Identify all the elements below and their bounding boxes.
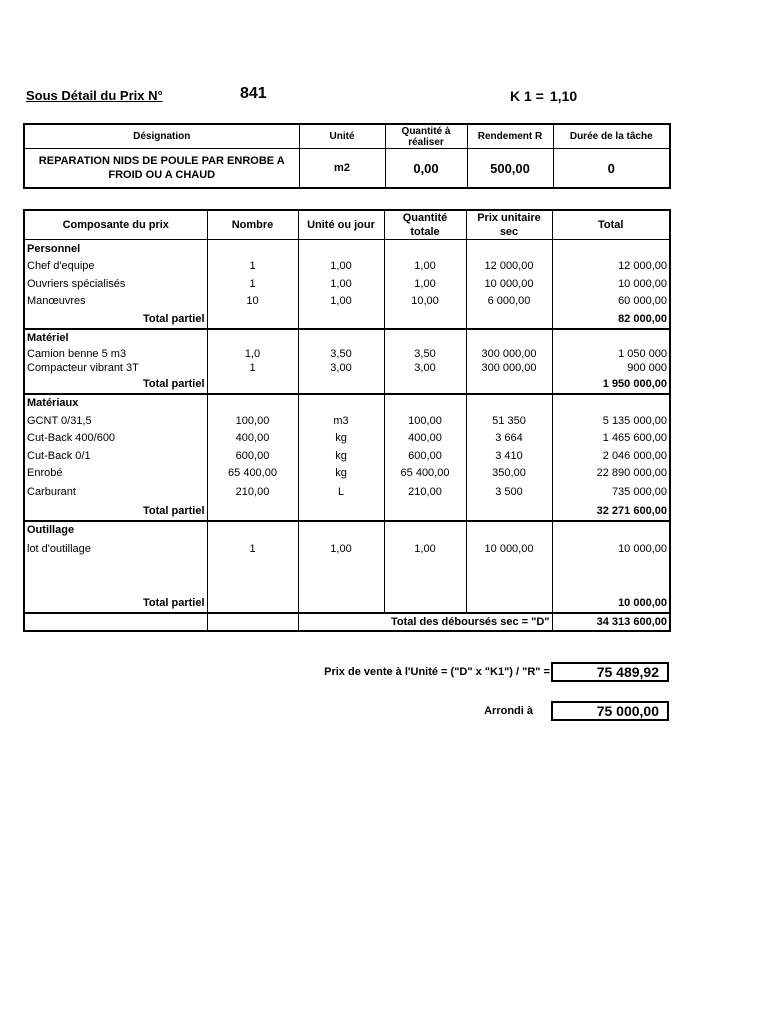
row-total: 1 050 000 bbox=[552, 347, 670, 361]
row-total: 5 135 000,00 bbox=[552, 412, 670, 430]
subtotal-label: Total partiel bbox=[24, 375, 207, 394]
subtotal-outillage: 10 000,00 bbox=[552, 594, 670, 613]
col-designation: Désignation bbox=[24, 124, 299, 149]
col-total: Total bbox=[552, 210, 670, 240]
row-prix: 350,00 bbox=[466, 465, 552, 483]
table-row bbox=[24, 447, 670, 465]
arrondi-label: Arrondi à bbox=[484, 705, 533, 717]
row-unite: kg bbox=[298, 430, 384, 448]
row-prix: 51 350 bbox=[466, 412, 552, 430]
table-row bbox=[24, 275, 670, 293]
row-quantite: 600,00 bbox=[384, 447, 466, 465]
row-quantite: 100,00 bbox=[384, 412, 466, 430]
row-total: 735 000,00 bbox=[552, 482, 670, 502]
row-prix: 3 664 bbox=[466, 430, 552, 448]
table-row bbox=[24, 293, 670, 311]
row-nombre: 65 400,00 bbox=[207, 465, 298, 483]
row-prix: 10 000,00 bbox=[466, 539, 552, 559]
col-unite: Unité bbox=[299, 124, 385, 149]
row-name: Carburant bbox=[24, 482, 207, 502]
debourses-total: 34 313 600,00 bbox=[552, 613, 670, 631]
subtotal-label: Total partiel bbox=[24, 502, 207, 521]
table-row bbox=[24, 258, 670, 276]
row-prix: 3 500 bbox=[466, 482, 552, 502]
row-name: Camion benne 5 m3 bbox=[24, 347, 207, 361]
row-unite: 3,50 bbox=[298, 347, 384, 361]
duree-value: 0 bbox=[553, 149, 670, 189]
section-materiel: Matériel bbox=[24, 329, 207, 348]
row-nombre: 600,00 bbox=[207, 447, 298, 465]
table-row bbox=[24, 347, 670, 361]
col-quantite-totale: Quantité totale bbox=[384, 210, 466, 240]
k1-value: 1,10 bbox=[549, 88, 578, 104]
row-nombre: 1 bbox=[207, 539, 298, 559]
row-name: Cut-Back 0/1 bbox=[24, 447, 207, 465]
table-row bbox=[24, 482, 670, 502]
row-nombre: 1 bbox=[207, 258, 298, 276]
col-rendement: Rendement R bbox=[467, 124, 553, 149]
row-total: 60 000,00 bbox=[552, 293, 670, 311]
row-unite: kg bbox=[298, 447, 384, 465]
row-quantite: 3,00 bbox=[384, 361, 466, 375]
row-prix: 300 000,00 bbox=[466, 347, 552, 361]
row-nombre: 400,00 bbox=[207, 430, 298, 448]
row-unite: L bbox=[298, 482, 384, 502]
row-unite: kg bbox=[298, 465, 384, 483]
page-title: Sous Détail du Prix N° bbox=[26, 88, 163, 103]
subtotal-personnel: 82 000,00 bbox=[552, 310, 670, 329]
row-total: 10 000,00 bbox=[552, 275, 670, 293]
row-name: Manœuvres bbox=[24, 293, 207, 311]
table-row bbox=[24, 539, 670, 559]
col-duree: Durée de la tâche bbox=[553, 124, 670, 149]
row-prix: 10 000,00 bbox=[466, 275, 552, 293]
row-quantite: 10,00 bbox=[384, 293, 466, 311]
row-name: Cut-Back 400/600 bbox=[24, 430, 207, 448]
table-row bbox=[24, 361, 670, 375]
row-quantite: 65 400,00 bbox=[384, 465, 466, 483]
row-total: 900 000 bbox=[552, 361, 670, 375]
row-nombre: 1 bbox=[207, 275, 298, 293]
table-row bbox=[24, 430, 670, 448]
designation-value: REPARATION NIDS DE POULE PAR ENROBE A FROID OU A CHAUD bbox=[24, 149, 299, 189]
row-unite: 1,00 bbox=[298, 258, 384, 276]
row-name: GCNT 0/31,5 bbox=[24, 412, 207, 430]
row-nombre: 1 bbox=[207, 361, 298, 375]
table-row bbox=[24, 465, 670, 483]
table-row bbox=[24, 412, 670, 430]
row-quantite: 3,50 bbox=[384, 347, 466, 361]
subtotal-label: Total partiel bbox=[24, 310, 207, 329]
row-unite: 1,00 bbox=[298, 275, 384, 293]
row-total: 1 465 600,00 bbox=[552, 430, 670, 448]
subtotal-materiel: 1 950 000,00 bbox=[552, 375, 670, 394]
arrondi-value: 75 000,00 bbox=[551, 701, 669, 721]
row-unite: m3 bbox=[298, 412, 384, 430]
col-prix-unitaire: Prix unitaire sec bbox=[466, 210, 552, 240]
row-total: 2 046 000,00 bbox=[552, 447, 670, 465]
row-nombre: 1,0 bbox=[207, 347, 298, 361]
row-name: Enrobé bbox=[24, 465, 207, 483]
row-prix: 300 000,00 bbox=[466, 361, 552, 375]
price-breakdown-table bbox=[23, 209, 671, 632]
row-name: Ouvriers spécialisés bbox=[24, 275, 207, 293]
prix-numero: 841 bbox=[240, 85, 267, 102]
col-nombre: Nombre bbox=[207, 210, 298, 240]
row-quantite: 1,00 bbox=[384, 258, 466, 276]
row-name: lot d'outillage bbox=[24, 539, 207, 559]
row-nombre: 100,00 bbox=[207, 412, 298, 430]
col-composante: Composante du prix bbox=[24, 210, 207, 240]
row-prix: 6 000,00 bbox=[466, 293, 552, 311]
subtotal-label: Total partiel bbox=[24, 594, 207, 613]
row-unite: 1,00 bbox=[298, 293, 384, 311]
row-total: 22 890 000,00 bbox=[552, 465, 670, 483]
row-total: 10 000,00 bbox=[552, 539, 670, 559]
rendement-value: 500,00 bbox=[467, 149, 553, 189]
summary-table bbox=[23, 123, 671, 189]
prix-vente-label: Prix de vente à l'Unité = ("D" x "K1") / "R" = bbox=[324, 666, 550, 678]
row-quantite: 1,00 bbox=[384, 275, 466, 293]
debourses-label: Total des déboursés sec = "D" bbox=[298, 613, 552, 631]
subtotal-materiaux: 32 271 600,00 bbox=[552, 502, 670, 521]
quantite-value: 0,00 bbox=[385, 149, 467, 189]
col-quantite-a-realiser: Quantité à réaliser bbox=[385, 124, 467, 149]
prix-vente-value: 75 489,92 bbox=[551, 662, 669, 682]
row-prix: 12 000,00 bbox=[466, 258, 552, 276]
row-prix: 3 410 bbox=[466, 447, 552, 465]
col-unite-jour: Unité ou jour bbox=[298, 210, 384, 240]
row-quantite: 400,00 bbox=[384, 430, 466, 448]
row-nombre: 210,00 bbox=[207, 482, 298, 502]
row-unite: 3,00 bbox=[298, 361, 384, 375]
section-personnel: Personnel bbox=[24, 240, 207, 258]
section-outillage: Outillage bbox=[24, 521, 207, 540]
row-name: Compacteur vibrant 3T bbox=[24, 361, 207, 375]
row-total: 12 000,00 bbox=[552, 258, 670, 276]
k1-label: K 1 = bbox=[510, 88, 544, 104]
row-quantite: 1,00 bbox=[384, 539, 466, 559]
unite-value: m2 bbox=[299, 149, 385, 189]
row-unite: 1,00 bbox=[298, 539, 384, 559]
row-name: Chef d'equipe bbox=[24, 258, 207, 276]
section-materiaux: Matériaux bbox=[24, 394, 207, 413]
row-quantite: 210,00 bbox=[384, 482, 466, 502]
k1-coefficient bbox=[510, 88, 577, 104]
row-nombre: 10 bbox=[207, 293, 298, 311]
